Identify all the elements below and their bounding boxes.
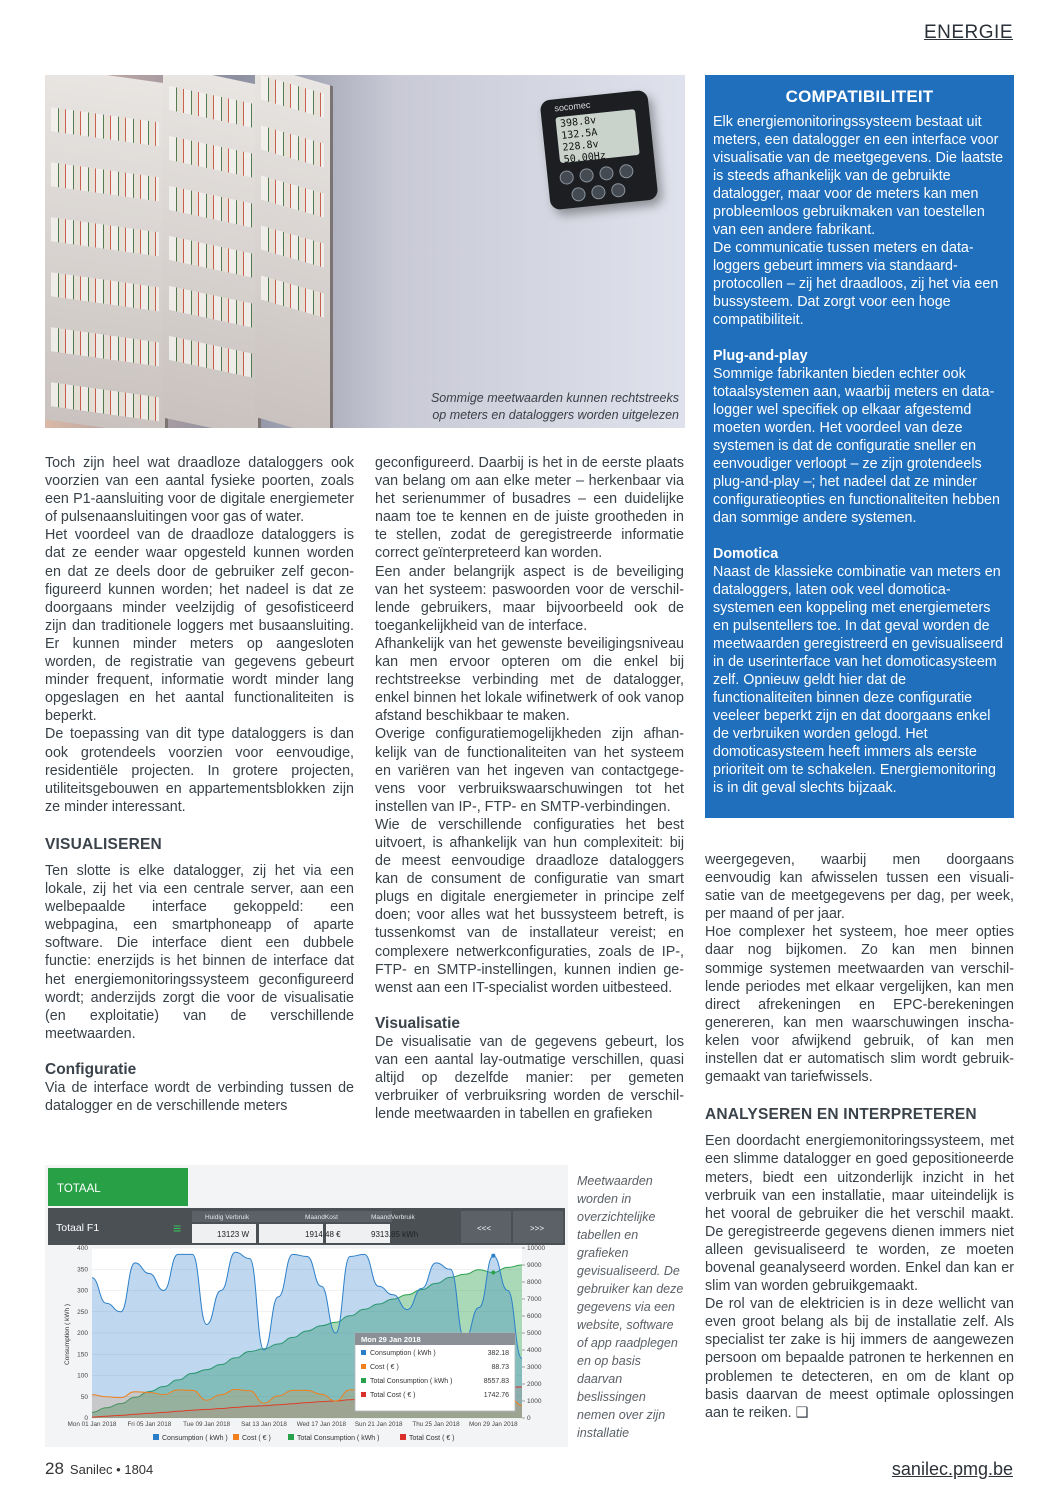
- paragraph: Wie de verschillende configuraties het best uitvoert, is afhankelijk van hun complexiteit: bij de meest eenvoudige draadloze dataloggers kan de consument de configuratie van smart plugs en digitale energiemeter in principe zelf doen; voor alles wat het bussysteem betreft, is tussenkomst van de installateur vereist; en complexere netwerkconfiguraties, zoals de IP-, FTP- en SMTP-instellingen, kunnen indien gewenst aan een IT-specialist worden uitbesteed.: [375, 816, 684, 996]
- paragraph: Ten slotte is elke datalogger, zij het via een lokale, zij het via een centrale server, aan een welbepaalde interface gekoppeld: een webpagina, een smartphoneapp of aparte software. Die interface dient een dubbele functie: enerzijds is het binnen de interface dat het energiemonitoringssysteem geconfigureerd wordt; anderzijds zorgt die voor de visualisatie (en exploitatie) van de verschillende meetwaarden.: [45, 862, 354, 1042]
- photo-control-cabinet: [45, 75, 685, 428]
- x-tick-label: Mon 29 Jan 2018: [468, 1421, 518, 1428]
- paragraph: geconfigureerd. Daarbij is het in de eerste plaats van belang om aan elke meter – herkenbaar via het serienummer of busadres – een duidelijke naam toe te kennen en de juiste grootheden in te stellen, zodat de geregistreerde informatie correct geïnterpreteerd kan worden.: [375, 455, 684, 562]
- paragraph: [705, 1295, 1014, 1422]
- sidebar-paragraph: Sommige fabrikanten bieden echter ook totaalsystemen aan, waarbij meters en datalogger wel specifiek op elkaar afgestemd moeten worden. Het voordeel van deze systemen is dat de configuratie sneller en eenvoudiger verloopt – ze zijn grotendeels plug-and-play –; het nadeel dat ze minder configuratieopties en functionaliteiten hebben dan sommige andere systemen.: [713, 366, 1000, 526]
- paragraph: Hoe complexer het systeem, hoe meer opties daar nog bijkomen. Zo kan men binnen sommige systemen meetwaarden van verschillende periodes met elkaar vergelijken, kan men direct afrekeningen en EPC-berekeningen genereren, kan men waarschuwingen inschakelen voor afwijkend gebruik, of kan men instellen dat er automatisch slim wordt gebruikgemaakt van tariefwissels.: [705, 924, 1014, 1086]
- x-tick-label: Mon 01 Jan 2018: [67, 1421, 117, 1428]
- chart-tooltip: [355, 1333, 515, 1411]
- paragraph: Afhankelijk van het gewenste beveiligingsniveau kan men ervoor opteren om die enkel bij rechtstreekse verbinding met de datalogger, enkel binnen het lokale wifinetwerk of ook vanop afstand beschikbaar te maken.: [375, 635, 684, 725]
- sidebar-paragraph: Naast de klassieke combinatie van meters en dataloggers, laten ook veel domoticasystemen een koppeling met energiemeters en pulsentellers toe. In dat geval worden de meetwaarden geregistreerd en gevisualiseerd in de userinterface van het domoticasysteem zelf. Opnieuw geldt hier dat de functionaliteiten binnen deze configuratie veeleer beperkt zijn en dat doorgaans enkel de verbruiken worden gelogd. Het domoticasysteem heeft immers als eerste prioriteit om te schakelen. Energiemonitoring is in dit geval slechts bijzaak.: [713, 564, 1004, 796]
- heading-visualisatie: Visualisatie: [375, 1014, 461, 1032]
- tooltip-value: 1742.76: [483, 1392, 509, 1399]
- prev-button-label: <<<: [477, 1224, 492, 1233]
- y2-tick-label: 6000: [527, 1313, 542, 1320]
- x-tick-label: Fri 05 Jan 2018: [127, 1421, 172, 1428]
- meter-line-1: 398.8v 132.5A: [559, 115, 598, 142]
- highlight-point: [491, 1271, 495, 1275]
- y2-tick-label: 5000: [527, 1330, 542, 1337]
- y-axis-label: Consumption ( kWh ): [64, 1303, 71, 1365]
- photo-caption-line-1: Sommige meetwaarden kunnen rechtstreeks: [430, 391, 679, 405]
- footer-left: [45, 1459, 153, 1479]
- end-mark: ❑: [795, 1404, 809, 1421]
- menu-icon[interactable]: ≡: [173, 1220, 182, 1236]
- sidebar-paragraph: De communicatie tussen meters en dataloggers gebeurt immers via standaardprotocollen – zij het draadloos, zij het via een bussysteem. Dat zorgt voor een hoge compatibiliteit.: [713, 240, 999, 328]
- meter-button: [599, 166, 614, 181]
- cabinet-right: [255, 75, 333, 428]
- paragraph: De toepassing van dit type dataloggers is dan ook grotendeels voorzien voor eenvoudige, residentiële projecten. In grotere projecten, utiliteitsgebouwen en appartementsblokken zijn ze minder interessant.: [45, 726, 354, 815]
- meter-button: [571, 187, 586, 202]
- y-tick-label: 150: [77, 1351, 88, 1359]
- paragraph: Een doordacht energiemonitoringssysteem, met een slimme datalogger en goed gepositioneerde meters, biedt een uitzonderlijk inzicht in het verbruik van een installatie, maar uiteindelijk is het vooral de gebruiker die het verschil maakt. De geregistreerde gegevens dienen immers niet alleen gevisualiseerd te worden, ze moeten bovenal geanalyseerd worden. Enkel dan kan er slim van worden gebruikgemaakt.: [705, 1133, 1014, 1295]
- heading-analyseren: ANALYSEREN EN INTERPRETEREN: [705, 1106, 977, 1124]
- legend-swatch: [153, 1434, 159, 1440]
- header-maandverbruik: MaandVerbruik: [371, 1214, 415, 1221]
- y-tick-label: 300: [77, 1287, 88, 1295]
- page-number: 28: [45, 1459, 64, 1478]
- y-tick-label: 250: [77, 1308, 88, 1316]
- x-tick-label: Sun 21 Jan 2018: [354, 1421, 403, 1428]
- tooltip-label: Consumption ( kWh ): [370, 1350, 436, 1357]
- chart-caption: Meetwaarden worden in overzichtelijke tabellen en grafieken gevisualiseerd. De gebruiker kan deze gegevens via een website, software of app raadplegen en op basis daarvan beslissingen nemen over zijn installatie: [577, 1174, 684, 1440]
- y-tick-label: 200: [77, 1330, 88, 1337]
- paragraph: Overige configuratiemogelijkheden zijn afhankelijk van de functionaliteiten van het systeem en variëren van het ingeven van contactgegevens voor verbruikswaarschuwingen tot het instellen van IP-, FTP- en SMTP-verbindingen.: [375, 726, 684, 815]
- paragraph: De visualisatie van de gegevens gebeurt, los van een aantal lay-outmatige verschillen, quasi altijd op dezelfde manier: per gemeten verbruiker of verbruiksring worden de verschillende meetwaarden in tabellen en grafieken: [375, 1033, 684, 1123]
- tooltip-label: Total Consumption ( kWh ): [370, 1378, 453, 1385]
- cabinet-left: [45, 75, 168, 428]
- y2-tick-label: 8000: [527, 1279, 542, 1286]
- energy-dashboard-screenshot: [45, 1165, 568, 1447]
- website-link[interactable]: sanilec.pmg.be: [891, 1459, 1013, 1479]
- heading-visualiseren: VISUALISEREN: [45, 835, 162, 853]
- tooltip-swatch: [361, 1350, 366, 1355]
- y2-tick-label: 7000: [527, 1296, 542, 1303]
- paragraph: weergegeven, waarbij men doorgaans eenvoudig kan afwisselen tussen een visualisatie van de meetgegevens per dag, per week, per maand of per jaar.: [705, 852, 1014, 923]
- legend-item: Consumption ( kWh ): [162, 1435, 228, 1442]
- sidebar-heading-domotica: Domotica: [713, 546, 779, 562]
- tooltip-swatch: [361, 1392, 366, 1397]
- y-tick-label: 400: [77, 1245, 88, 1252]
- y-tick-label: 100: [77, 1372, 88, 1380]
- value-maandkost: 1914.48 €: [305, 1230, 341, 1239]
- header-maandkost: MaandKost: [305, 1214, 338, 1221]
- value-maandverbruik: 9313.85 kWh: [371, 1230, 419, 1239]
- tooltip-label: Total Cost ( € ): [370, 1392, 416, 1399]
- y2-tick-label: 9000: [527, 1262, 542, 1269]
- publication-name: Sanilec • 1804: [69, 1462, 154, 1477]
- y2-tick-label: 3000: [527, 1364, 542, 1371]
- y-tick-label: 0: [84, 1415, 88, 1422]
- y2-tick-label: 4000: [527, 1347, 542, 1354]
- sidebar-paragraph: Elk energiemonitoringssysteem bestaat uit meters, een datalogger en een interface voor visualisatie van de meetgegevens. Die laatste is steeds afhankelijk van de gebruikte datalogger, maar voor de meters kan men probleemloos gebruikmaken van toestellen van een andere fabrikant.: [713, 114, 1004, 238]
- tooltip-value: 8557.83: [483, 1378, 509, 1385]
- legend-swatch: [288, 1434, 294, 1440]
- next-button-label: >>>: [530, 1224, 545, 1233]
- photo-caption: [431, 390, 679, 424]
- y2-tick-label: 0: [527, 1415, 531, 1422]
- column-3: [705, 851, 1014, 1422]
- sidebar-compatibiliteit: [705, 75, 1014, 818]
- tooltip-value: 382.18: [487, 1350, 509, 1357]
- tooltip-title: Mon 29 Jan 2018: [361, 1335, 421, 1344]
- photo-caption-line-2: op meters en dataloggers worden uitgelezen: [432, 408, 679, 422]
- meter-screen: [555, 109, 639, 166]
- value-huidig-verbruik: 13123 W: [217, 1230, 250, 1239]
- meter-line-2: 228.8v 50.00Hz: [562, 139, 607, 166]
- highlight-point: [491, 1254, 495, 1258]
- paragraph-text: De rol van de elektricien is in deze wellicht van even groot belang als bij de installatie zelf. Als specialist ter zake is hij immers de aangewezen persoon om bepaalde patronen te herkennen en problemen te detecteren, en om de klant op basis daarvan de meest optimale oplossingen aan te reiken.: [705, 1296, 1014, 1421]
- sidebar-title: COMPATIBILITEIT: [785, 87, 934, 106]
- y-tick-label: 50: [80, 1393, 88, 1401]
- paragraph: Toch zijn heel wat draadloze dataloggers ook voorzien van een aantal fysieke poorten, zoals een P1-aansluiting voor de digitale energiemeter of pulsenaansluitingen voor gas of water.: [45, 455, 354, 526]
- legend-swatch: [233, 1434, 239, 1440]
- sidebar-heading-plug-and-play: Plug-and-play: [713, 348, 808, 364]
- section-tag: ENERGIE: [923, 22, 1013, 43]
- x-tick-label: Wed 17 Jan 2018: [296, 1421, 346, 1428]
- y-tick-label: 350: [77, 1266, 88, 1274]
- legend-swatch: [400, 1434, 406, 1440]
- dashboard-svg: [45, 1165, 568, 1447]
- legend-item: Total Consumption ( kWh ): [297, 1435, 380, 1442]
- column-1: [45, 454, 354, 1115]
- x-tick-label: Tue 09 Jan 2018: [183, 1421, 231, 1428]
- y2-tick-label: 1000: [527, 1398, 542, 1405]
- legend-item: Cost ( € ): [242, 1435, 271, 1442]
- paragraph: Het voordeel van de draadloze dataloggers is dat ze eender waar opgesteld kunnen worden en dat ze deels door de gebruiker zelf geconfigureerd kunnen worden; het nadeel is dat ze doorgaans minder veelzijdig of gesofisticeerd zijn dan traditionele loggers met busaansluiting. Er kunnen minder meters op aangesloten worden, de registratie van gegevens gebeurt minder frequent, informatie wordt minder lang opgeslagen en het aantal functionaliteiten is beperkt.: [45, 527, 354, 725]
- meter-brand: socomec: [553, 99, 591, 114]
- chart-legend: [153, 1434, 455, 1442]
- y2-tick-label: 2000: [527, 1381, 542, 1388]
- x-tick-label: Thu 25 Jan 2018: [412, 1421, 460, 1428]
- heading-configuratie: Configuratie: [45, 1060, 137, 1078]
- meter-button: [559, 170, 574, 185]
- tab-totaal-label: TOTAAL: [57, 1183, 101, 1195]
- legend-item: Total Cost ( € ): [409, 1435, 455, 1442]
- meter-button: [619, 164, 634, 179]
- cabinet-middle: [163, 75, 261, 428]
- meter-button: [591, 185, 606, 200]
- meter-button: [579, 168, 594, 183]
- x-tick-label: Sat 13 Jan 2018: [241, 1421, 287, 1428]
- meter-button: [611, 183, 626, 198]
- paragraph: Via de interface wordt de verbinding tussen de datalogger en de verschillende meters: [45, 1080, 354, 1115]
- paragraph: Een ander belangrijk aspect is de beveiliging van het systeem: paswoorden voor de verschillende gebruikers, maar bijvoorbeeld ook de toegankelijkheid van de interface.: [375, 563, 684, 634]
- tooltip-swatch: [361, 1378, 366, 1383]
- tooltip-swatch: [361, 1364, 366, 1369]
- socomec-meter: [540, 90, 659, 211]
- column-2: [375, 454, 684, 1123]
- header-huidig-verbruik: Huidig Verbruik: [205, 1214, 250, 1221]
- tooltip-label: Cost ( € ): [370, 1364, 399, 1371]
- tooltip-value: 88.73: [491, 1364, 509, 1371]
- row-label: Totaal F1: [56, 1222, 100, 1234]
- y2-tick-label: 10000: [527, 1245, 546, 1252]
